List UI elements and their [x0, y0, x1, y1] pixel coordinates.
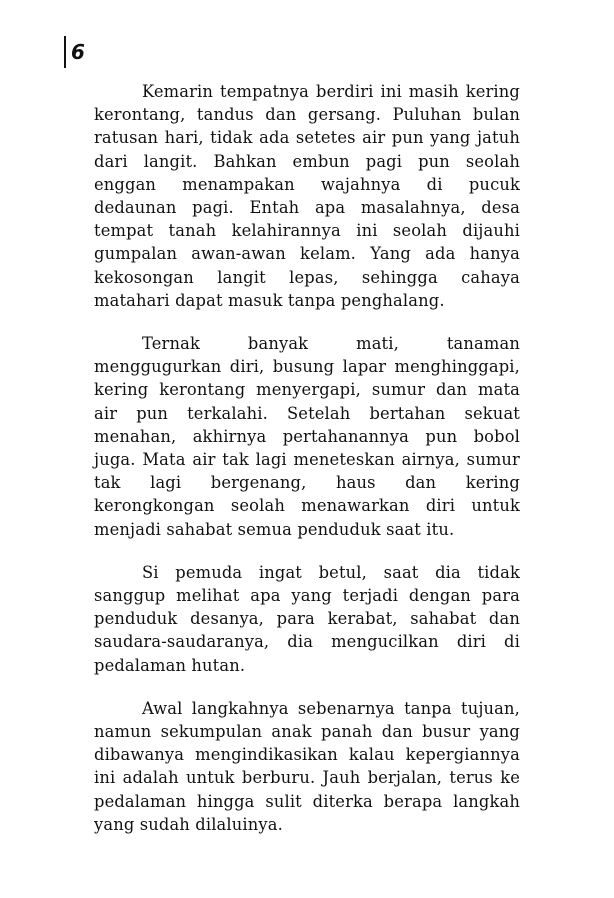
paragraph-3: Si pemuda ingat betul, saat dia tidak sanggup melihat apa yang terjadi dengan para penduduk desanya, para kerabat, sahabat dan saudara-saudaranya, dia mengucilkan diri di pedalaman hutan. [94, 562, 520, 675]
paragraph-4: Awal langkahnya sebenarnya tanpa tujuan, namun sekumpulan anak panah dan busur yang dibawanya mengindikasikan kalau kepergiannya ini adalah untuk berburu. Jauh berjalan, terus ke pedalaman hingga sulit diterka berapa langkah yang sudah dilaluinya. [94, 698, 520, 834]
paragraph-1: Kemarin tempatnya berdiri ini masih kering kerontang, tandus dan gersang. Puluhan bulan ratusan hari, tidak ada setetes air pun yang jatuh dari langit. Bahkan embun pagi pun seolah enggan menampakan wajahnya di pucuk dedaunan pagi. Entah apa masalahnya, desa tempat tanah kelahirannya ini seolah dijauhi gumpalan awan-awan kelam. Yang ada hanya kekosongan langit lepas, sehingga cahaya matahari dapat masuk tanpa penghalang. [94, 82, 520, 310]
page-number-rule [64, 36, 66, 68]
page-marker [64, 36, 85, 68]
body-text [94, 80, 520, 856]
paragraph-2: Ternak banyak mati, tanaman menggugurkan diri, busung lapar menghinggapi, kering kerontang menyergapi, sumur dan mata air pun terkalahi. Setelah bertahan sekuat menahan, akhirnya pertahanannya pun bobol juga. Mata air tak lagi meneteskan airnya, sumur tak lagi bergenang, haus dan kering kerongkongan seolah menawarkan diri untuk menjadi sahabat semua penduduk saat itu. [94, 334, 520, 539]
page-number: 6 [71, 40, 85, 64]
